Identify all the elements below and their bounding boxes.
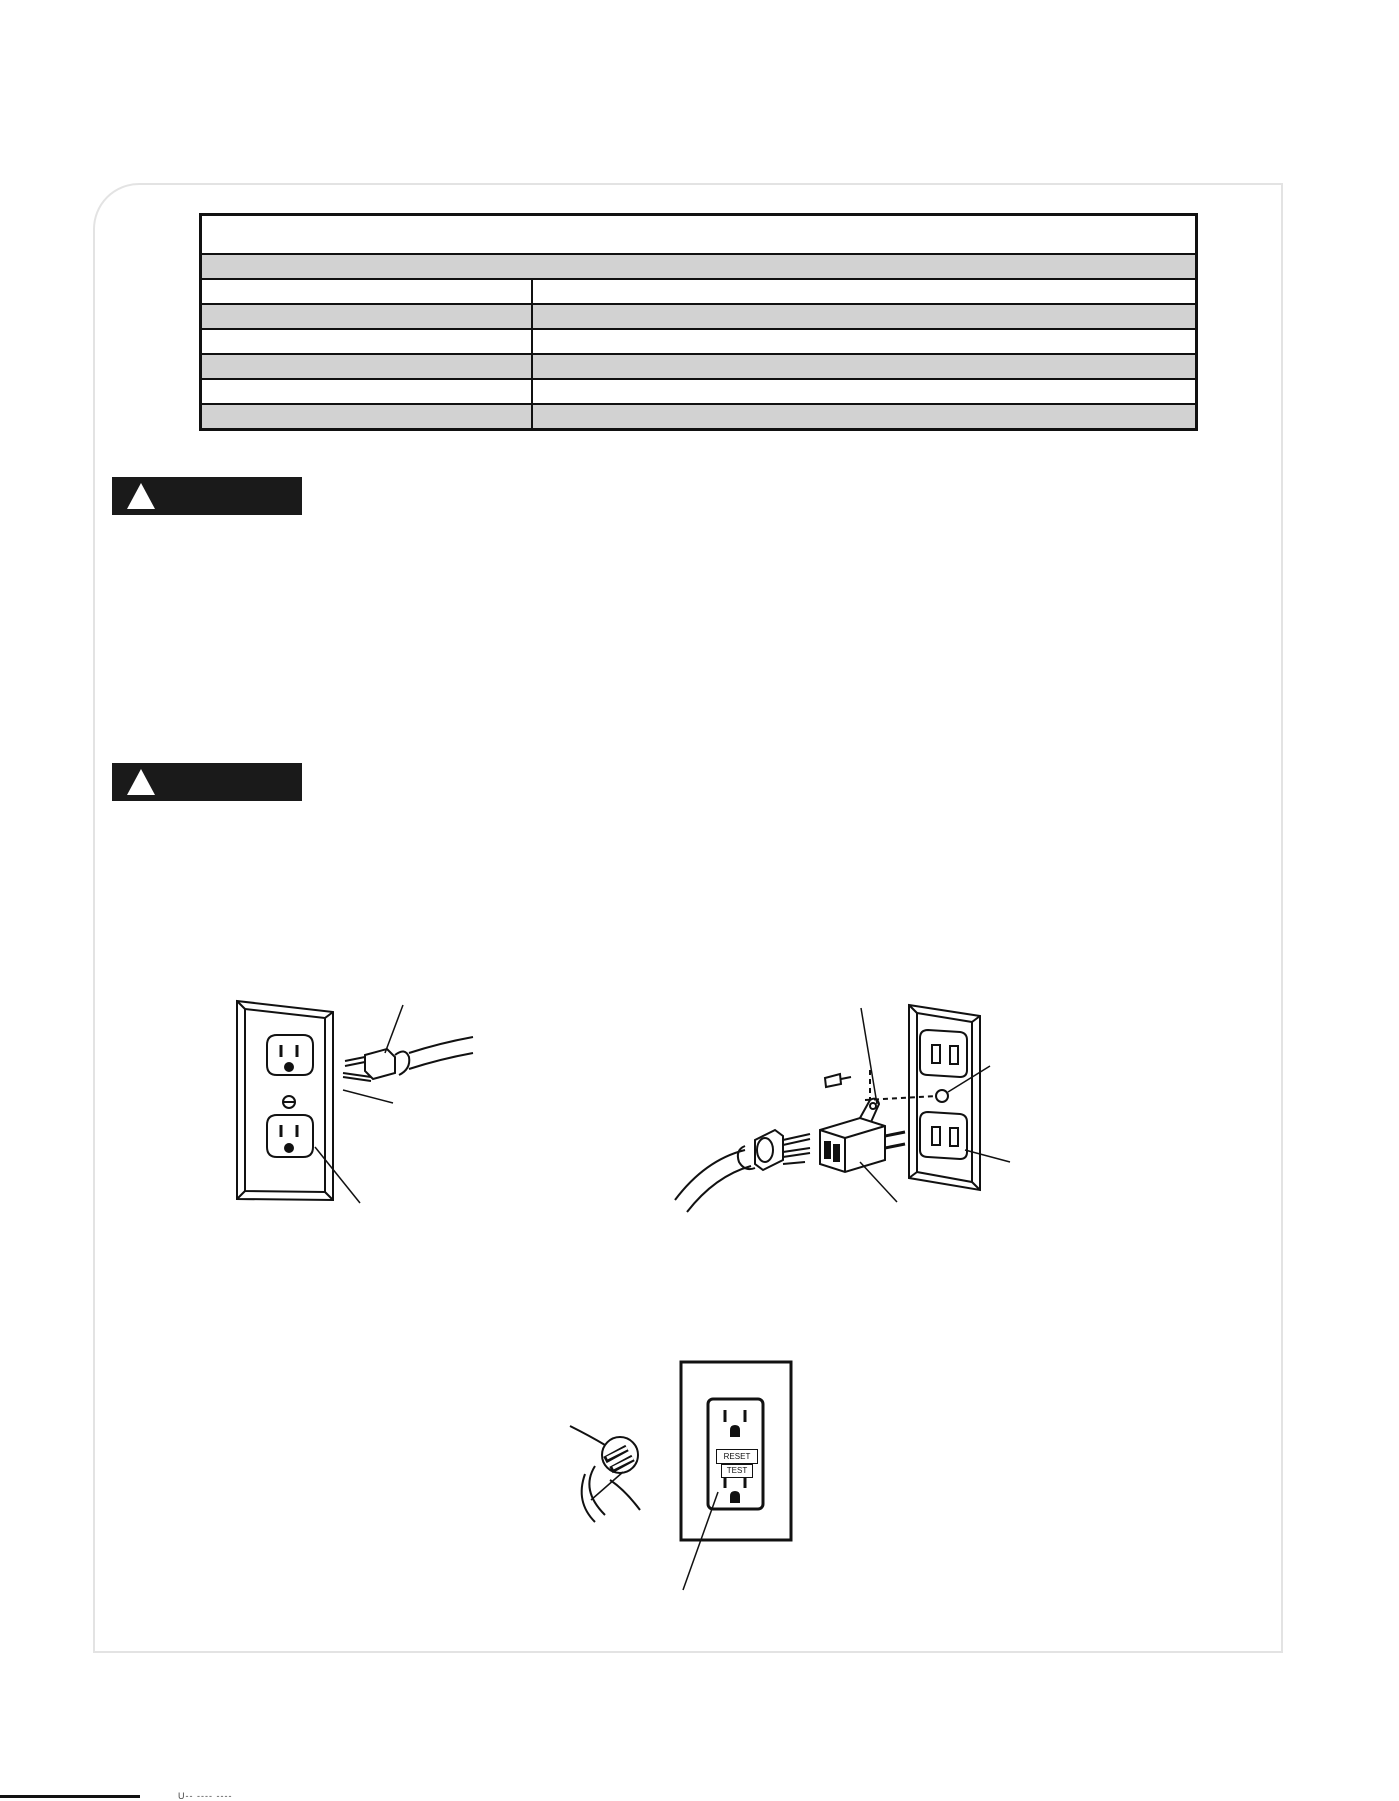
- table-cell: [201, 329, 533, 354]
- adapter-outlet-figure: [665, 1000, 1045, 1230]
- gfci-outlet-figure: [565, 1350, 810, 1600]
- table-cell: [532, 354, 1197, 379]
- warning-triangle-icon: [126, 482, 156, 510]
- table-row: [201, 304, 1197, 329]
- table-cell: [201, 304, 533, 329]
- spec-table: [199, 213, 1198, 431]
- table-cell: [201, 404, 533, 430]
- table-cell: [532, 404, 1197, 430]
- table-row: [201, 404, 1197, 430]
- spec-table-title: [201, 215, 1197, 255]
- footer-rule: [0, 1795, 140, 1798]
- table-cell: [201, 354, 533, 379]
- adapter-outlet-illustration: [665, 1000, 1045, 1230]
- table-cell: [532, 279, 1197, 304]
- table-cell: [201, 279, 533, 304]
- table-row: [201, 354, 1197, 379]
- grounded-outlet-figure: [225, 995, 485, 1215]
- table-cell: [532, 329, 1197, 354]
- table-cell: [532, 379, 1197, 404]
- table-cell: [532, 304, 1197, 329]
- spec-table-section: [201, 254, 1197, 279]
- table-cell: [201, 379, 533, 404]
- warning-bar: [112, 763, 302, 801]
- table-row: [201, 329, 1197, 354]
- warning-triangle-icon: [126, 768, 156, 796]
- table-row: [201, 279, 1197, 304]
- gfci-outlet-illustration: [565, 1350, 810, 1600]
- gfci-test-button: TEST: [721, 1464, 753, 1478]
- warning-bar: [112, 477, 302, 515]
- gfci-reset-button: RESET: [716, 1449, 758, 1464]
- grounded-outlet-illustration: [225, 995, 485, 1215]
- footer-mark: U-- ---- ----: [178, 1791, 233, 1801]
- table-row: [201, 379, 1197, 404]
